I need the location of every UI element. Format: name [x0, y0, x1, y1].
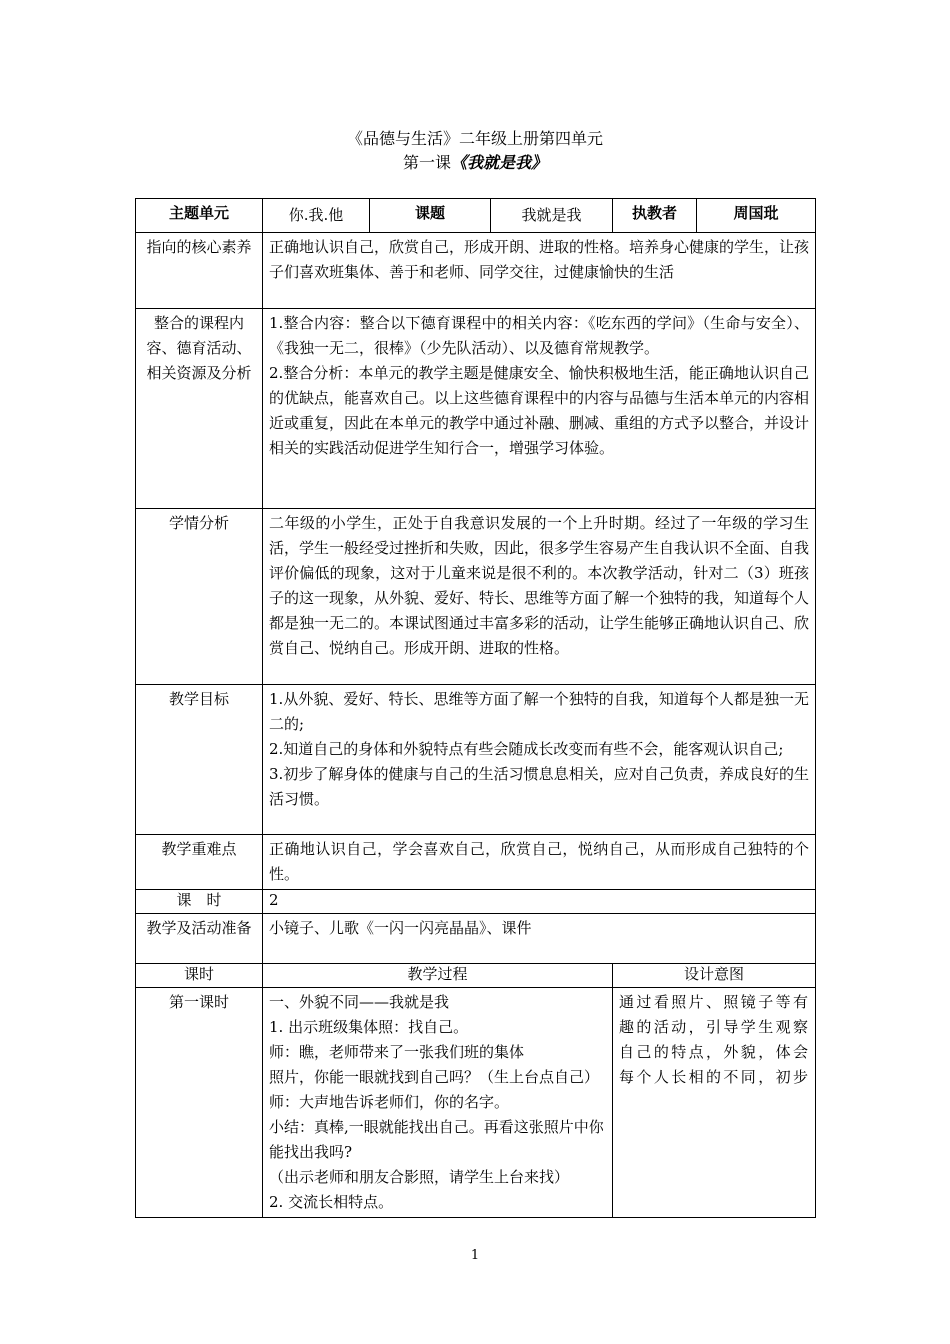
lesson-title-name: 《我就是我》 — [451, 153, 548, 172]
class-hours-value: 2 — [263, 890, 816, 914]
integration-label: 整合的课程内容、德育活动、相关资源及分析 — [136, 309, 263, 509]
lesson-1-row — [136, 988, 816, 1218]
process-line-1: 一、外貌不同——我就是我 — [269, 993, 450, 1011]
core-literacy-text: 正确地认识自己，欣赏自己，形成开朗、进取的性格。培养身心健康的学生，让孩子们喜欢班集体、善于和老师、同学交往，过健康愉快的生活 — [263, 233, 816, 309]
teaching-goals-row — [136, 685, 816, 835]
integration-paragraph-1: 1.整合内容：整合以下德育课程中的相关内容：《吃东西的学问》（生命与安全）、《我独一无二，很棒》（少先队活动）、以及德育常规教学。 — [269, 314, 810, 357]
integration-paragraph-2: 2.整合分析：本单元的教学主题是健康安全、愉快积极地生活，能正确地认识自己的优缺点，能喜欢自己。以上这些德育课程中的内容与品德与生活本单元的内容相近或重复，因此在本单元的教学中通过补融、删减、重组的方式予以整合，并设计相关的实践活动促进学生知行合一，增强学习体验。 — [269, 364, 810, 457]
preparation-label: 教学及活动准备 — [136, 914, 263, 964]
key-points-text: 正确地认识自己，学会喜欢自己，欣赏自己，悦纳自己，从而形成自己独特的个性。 — [263, 835, 816, 890]
lesson-title — [0, 152, 950, 174]
process-line-2: 1. 出示班级集体照：找自己。 — [269, 1018, 469, 1036]
student-analysis-row — [136, 509, 816, 685]
teaching-goals-text — [263, 685, 816, 835]
core-literacy-row — [136, 233, 816, 309]
goal-1: 1.从外貌、爱好、特长、思维等方面了解一个独特的自我，知道每个人都是独一无二的; — [269, 690, 810, 733]
preparation-text: 小镜子、儿歌《一闪一闪亮晶晶》、课件 — [263, 914, 816, 964]
lesson-1-process — [263, 988, 613, 1218]
process-line-6: 小结：真棒,一眼就能找出自己。再看这张照片中你能找出我吗? — [269, 1118, 604, 1161]
student-analysis-text: 二年级的小学生，正处于自我意识发展的一个上升时期。经过了一年级的学习生活，学生一般经受过挫折和失败，因此，很多学生容易产生自我认识不全面、自我评价偏低的现象，这对于儿童来说是很不利的。本次教学活动，针对二（3）班孩子的这一现象，从外貌、爱好、特长、思维等方面了解一个独特的我，知道每个人都是独一无二的。本课试图通过丰富多彩的活动，让学生能够正确地认识自己、欣赏自己、悦纳自己。形成开朗、进取的性格。 — [263, 509, 816, 685]
topic-value: 我就是我 — [491, 199, 613, 233]
preparation-row — [136, 914, 816, 964]
topic-label: 课题 — [370, 199, 491, 233]
process-line-5: 师：大声地告诉老师们，你的名字。 — [269, 1093, 510, 1111]
unit-label: 主题单元 — [136, 199, 263, 233]
key-points-label: 教学重难点 — [136, 835, 263, 890]
process-col-intent: 设计意图 — [613, 964, 816, 988]
integration-text — [263, 309, 816, 509]
goal-3: 3.初步了解身体的健康与自己的生活习惯息息相关，应对自己负责，养成良好的生活习惯。 — [269, 765, 810, 808]
process-header-row — [136, 964, 816, 988]
key-points-row — [136, 835, 816, 890]
lesson-plan-table — [135, 198, 816, 1218]
process-col-hours: 课时 — [136, 964, 263, 988]
unit-value: 你.我.他 — [263, 199, 370, 233]
lesson-1-intent: 通过看照片、照镜子等有趣的活动，引导学生观察自己的特点，外貌，体会每个人长相的不同，初步 — [613, 988, 816, 1218]
teacher-label: 执教者 — [613, 199, 697, 233]
process-col-process: 教学过程 — [263, 964, 613, 988]
goal-2: 2.知道自己的身体和外貌特点有些会随成长改变而有些不会，能客观认识自己; — [269, 740, 784, 758]
process-line-3: 师：瞧，老师带来了一张我们班的集体 — [269, 1043, 525, 1061]
document-title: 《品德与生活》二年级上册第四单元 — [346, 129, 603, 148]
class-hours-row — [136, 890, 816, 914]
process-line-7: （出示老师和朋友合影照，请学生上台来找） — [269, 1168, 570, 1186]
student-analysis-label: 学情分析 — [136, 509, 263, 685]
page-number: 1 — [470, 1248, 480, 1263]
process-line-4: 照片，你能一眼就找到自己吗？（生上台点自己） — [269, 1068, 600, 1086]
teacher-value: 周国玭 — [697, 199, 816, 233]
info-row — [136, 199, 816, 233]
lesson-title-prefix: 第一课 — [402, 153, 451, 172]
integration-row — [136, 309, 816, 509]
lesson-1-label: 第一课时 — [136, 988, 263, 1218]
teaching-goals-label: 教学目标 — [136, 685, 263, 835]
class-hours-label: 课 时 — [136, 890, 263, 914]
process-line-8: 2. 交流长相特点。 — [269, 1193, 394, 1211]
core-literacy-label: 指向的核心素养 — [136, 233, 263, 309]
